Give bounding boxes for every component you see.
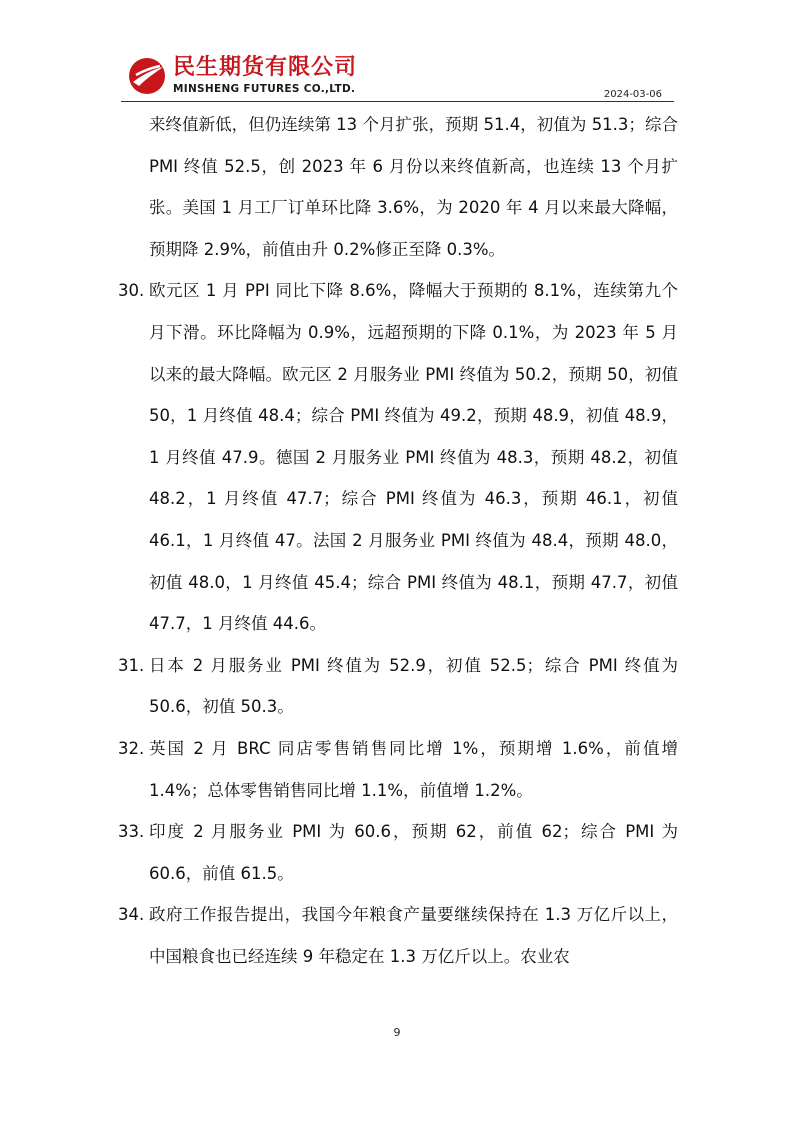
- header-divider: [121, 101, 674, 102]
- list-item-number: 34.: [118, 905, 145, 925]
- list-item-number: 30.: [118, 281, 145, 301]
- brand-name-english: MINSHENG FUTURES CO.,LTD.: [173, 83, 356, 95]
- list-item-text: 印度 2 月服务业 PMI 为 60.6，预期 62，前值 62；综合 PMI 为 60.6，前值 61.5。: [149, 822, 678, 883]
- list-item-text: 英国 2 月 BRC 同店零售销售同比增 1%，预期增 1.6%，前值增 1.4%；总体零售销售同比增 1.1%，前值增 1.2%。: [149, 738, 678, 800]
- continuation-paragraph: 来终值新低，但仍连续第 13 个月扩张，预期 51.4，初值为 51.3；综合 PMI 终值 52.5，创 2023 年 6 月份以来终值新高，也连续 13 个月扩张。美国 1 月工厂订单环比降 3.6%，为 2020 年 4 月以来最大降幅，预期降 2.9%，前值由升 0.2%修正至降 0.3%。: [149, 115, 678, 259]
- list-item-text: 政府工作报告提出，我国今年粮食产量要继续保持在 1.3 万亿斤以上，中国粮食也已经连续 9 年稳定在 1.3 万亿斤以上。农业农: [149, 905, 678, 966]
- list-item-text: 日本 2 月服务业 PMI 终值为 52.9，初值 52.5；综合 PMI 终值为 50.6，初值 50.3。: [149, 655, 678, 717]
- document-body: [118, 104, 678, 977]
- list-item: [118, 728, 678, 811]
- minsheng-logo-icon: [127, 56, 167, 96]
- page-header: [121, 52, 674, 102]
- list-item-number: 32.: [118, 738, 145, 758]
- list-item: [118, 894, 678, 977]
- brand-name-chinese: 民生期货有限公司: [173, 55, 358, 80]
- list-item: [118, 645, 678, 728]
- list-item: [118, 270, 678, 644]
- list-item: [118, 811, 678, 894]
- list-item-number: 33.: [118, 822, 145, 842]
- page-number: 9: [393, 1026, 401, 1039]
- list-item-text: 欧元区 1 月 PPI 同比下降 8.6%，降幅大于预期的 8.1%，连续第九个月下滑。环比降幅为 0.9%，远超预期的下降 0.1%，为 2023 年 5 月以来的最大降幅。欧元区 2 月服务业 PMI 终值为 50.2，预期 50，初值 50，1 月终值 48.4；综合 PMI 终值为 49.2，预期 48.9，初值 48.9，1 月终值 47.9。德国 2 月服务业 PMI 终值为 48.3，预期 48.2，初值 48.2，1 月终值 47.7；综合 PMI 终值为 46.3，预期 46.1，初值 46.1，1 月终值 47。法国 2 月服务业 PMI 终值为 48.4，预期 48.0，初值 48.0，1 月终值 45.4；综合 PMI 终值为 48.1，预期 47.7，初值 47.7，1 月终值 44.6。: [149, 281, 678, 634]
- list-item-number: 31.: [118, 655, 145, 675]
- report-date: 2024-03-06: [603, 89, 662, 100]
